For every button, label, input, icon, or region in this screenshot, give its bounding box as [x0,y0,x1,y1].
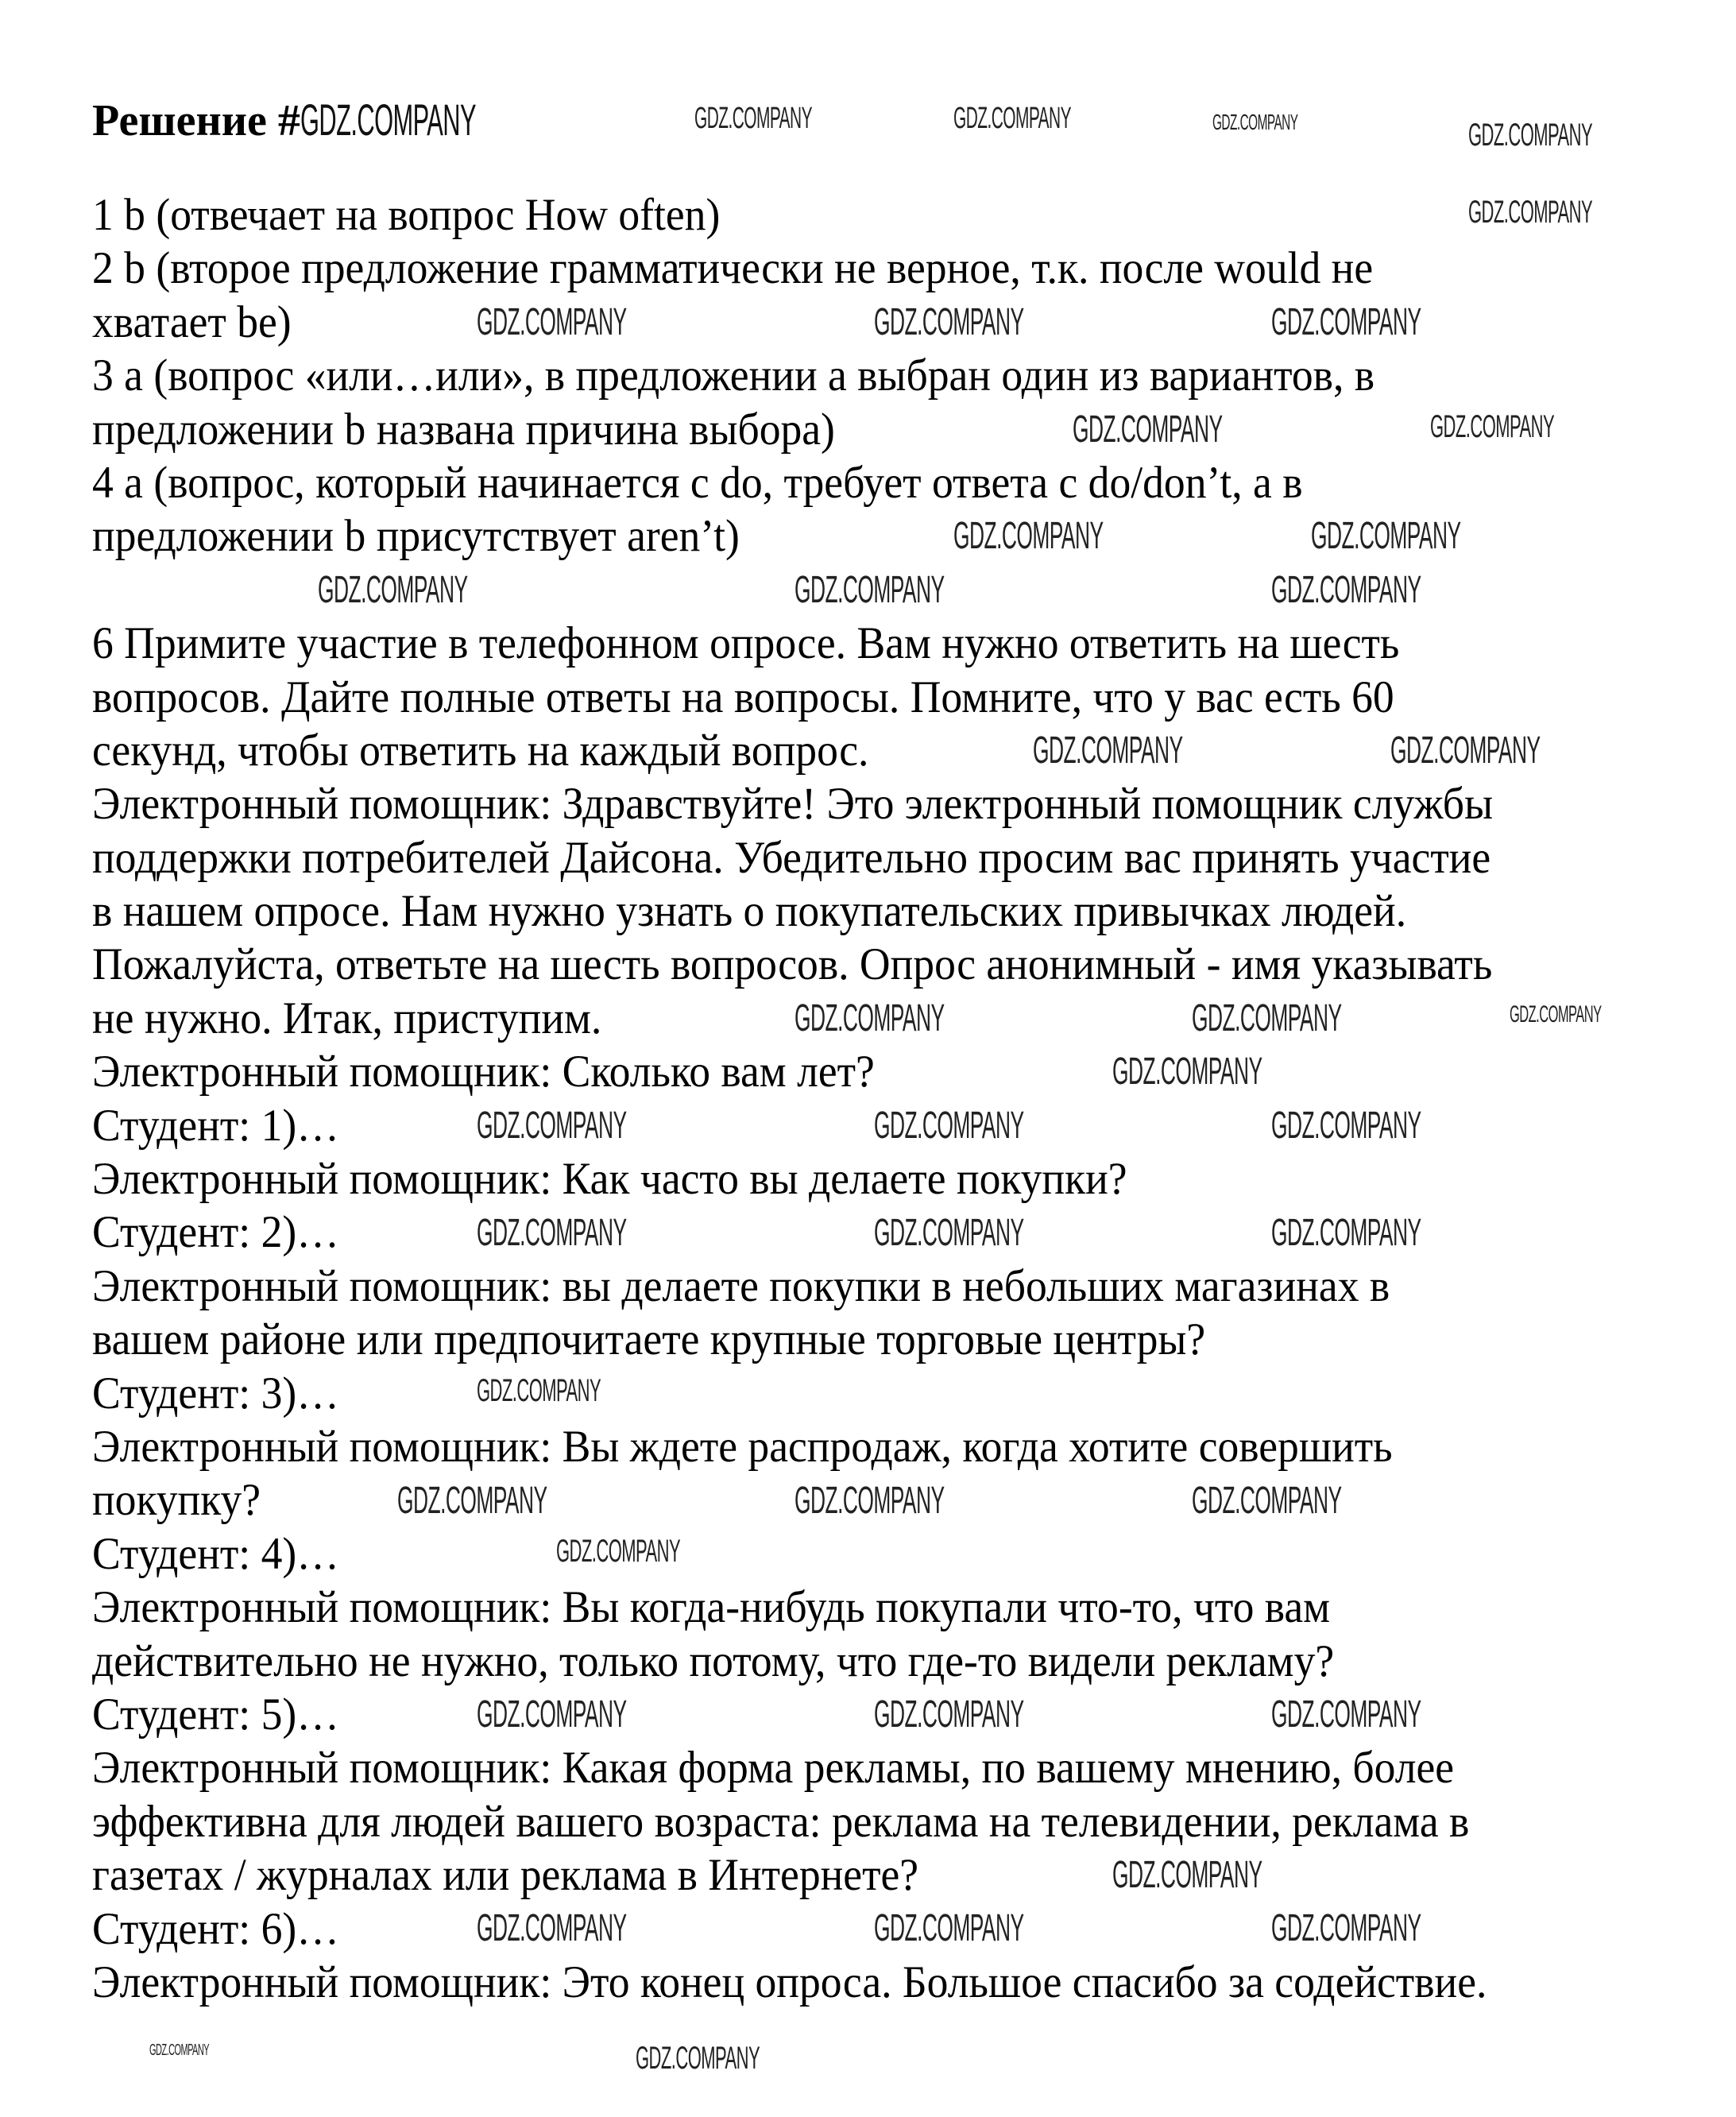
text-line: покупку? [92,1475,261,1526]
watermark: GDZ.COMPANY [953,102,1072,135]
watermark: GDZ.COMPANY [1192,1480,1342,1522]
watermark: GDZ.COMPANY [1033,730,1183,772]
watermark: GDZ.COMPANY [795,1480,945,1522]
text-line: не нужно. Итак, приступим. [92,993,602,1043]
text-line: 1 b (отвечает на вопрос How often) [92,190,721,240]
watermark: GDZ.COMPANY [1212,110,1298,134]
watermark: GDZ.COMPANY [149,2042,210,2059]
page-heading [92,94,620,146]
text-line: вашем районе или предпочитаете крупные торговые центры? [92,1314,1206,1365]
watermark: GDZ.COMPANY [318,569,468,611]
watermark: GDZ.COMPANY [636,2041,760,2076]
text-line: Студент: 3)… [92,1368,339,1418]
watermark: GDZ.COMPANY [477,1907,627,1949]
watermark: GDZ.COMPANY [1468,118,1593,153]
watermark: GDZ.COMPANY [397,1480,547,1522]
watermark: GDZ.COMPANY [1192,997,1342,1039]
watermark: GDZ.COMPANY [1271,1907,1421,1949]
text-line: Студент: 6)… [92,1903,339,1954]
text-line: Электронный помощник: Сколько вам лет? [92,1047,875,1097]
text-line: 4 a (вопрос, который начинается с do, требует ответа с do/don’t, а в [92,457,1303,508]
watermark: GDZ.COMPANY [1112,1854,1262,1896]
text-line: Электронный помощник: вы делаете покупки в небольших магазинах в [92,1260,1390,1311]
watermark: GDZ.COMPANY [1510,1001,1602,1028]
text-line: газетах / журналах или реклама в Интернете? [92,1850,919,1901]
text-line: эффективна для людей вашего возраста: реклама на телевидении, реклама в [92,1796,1470,1847]
watermark: GDZ.COMPANY [1073,408,1223,451]
text-line: Электронный помощник: Как часто вы делаете покупки? [92,1154,1127,1205]
watermark: GDZ.COMPANY [477,1693,627,1736]
watermark: GDZ.COMPANY [795,997,945,1039]
text-line: 6 Примите участие в телефонном опросе. Вам нужно ответить на шесть [92,618,1400,669]
text-line: Пожалуйста, ответьте на шесть вопросов. Опрос анонимный - имя указывать [92,939,1493,990]
watermark: GDZ.COMPANY [874,1105,1024,1147]
watermark: GDZ.COMPANY [477,1373,601,1408]
watermark: GDZ.COMPANY [795,569,945,611]
text-line: поддержки потребителей Дайсона. Убедительно просим вас принять участие [92,832,1491,883]
text-line: вопросов. Дайте полные ответы на вопросы. Помните, что у вас есть 60 [92,671,1394,722]
watermark: GDZ.COMPANY [1112,1051,1262,1093]
document-body [92,188,1583,2009]
watermark: GDZ.COMPANY [1311,515,1461,557]
watermark: GDZ.COMPANY [477,1105,627,1147]
watermark: GDZ.COMPANY [1271,1693,1421,1736]
heading-label: Решение # [92,96,300,145]
text-line: Студент: 1)… [92,1100,339,1151]
watermark: GDZ.COMPANY [1430,409,1555,444]
watermark: GDZ.COMPANY [874,301,1024,343]
text-line: Электронный помощник: Какая форма рекламы, по вашему мнению, более [92,1743,1455,1794]
text-line: Электронный помощник: Вы ждете распродаж, когда хотите совершить [92,1421,1393,1472]
text-line: 3 a (вопрос «или…или», в предложении a выбран один из вариантов, в [92,350,1375,401]
text-line: хватает be) [92,296,292,347]
watermark: GDZ.COMPANY [1271,1105,1421,1147]
watermark: GDZ.COMPANY [556,1534,681,1569]
text-line: в нашем опросе. Нам нужно узнать о покупательских привычках людей. [92,886,1407,937]
watermark: GDZ.COMPANY [1271,569,1421,611]
watermark: GDZ.COMPANY [477,301,627,343]
watermark: GDZ.COMPANY [1271,1212,1421,1254]
watermark: GDZ.COMPANY [874,1212,1024,1254]
text-line: Электронный помощник: Здравствуйте! Это электронный помощник службы [92,779,1494,830]
watermark: GDZ.COMPANY [874,1907,1024,1949]
text-line: 2 b (второе предложение грамматически не верное, т.к. после would не [92,243,1374,294]
watermark: GDZ.COMPANY [694,102,813,135]
text-line: действительно не нужно, только потому, что где-то видели рекламу? [92,1635,1335,1686]
text-line: предложении b названа причина выбора) [92,404,835,455]
text-line: секунд, чтобы ответить на каждый вопрос. [92,725,869,776]
text-line: Электронный помощник: Это конец опроса. Большое спасибо за содействие. [92,1956,1487,2007]
text-line: Студент: 2)… [92,1207,339,1258]
text-line: Электронный помощник: Вы когда-нибудь покупали что-то, что вам [92,1582,1331,1633]
watermark: GDZ.COMPANY [1390,730,1541,772]
heading-watermark: GDZ.COMPANY [300,95,476,145]
watermark: GDZ.COMPANY [1468,195,1593,230]
text-line: предложении b присутствует aren’t) [92,511,740,562]
text-line: Студент: 5)… [92,1689,339,1740]
watermark: GDZ.COMPANY [1271,301,1421,343]
watermark: GDZ.COMPANY [953,515,1104,557]
watermark: GDZ.COMPANY [874,1693,1024,1736]
watermark: GDZ.COMPANY [477,1212,627,1254]
text-line: Студент: 4)… [92,1528,339,1579]
